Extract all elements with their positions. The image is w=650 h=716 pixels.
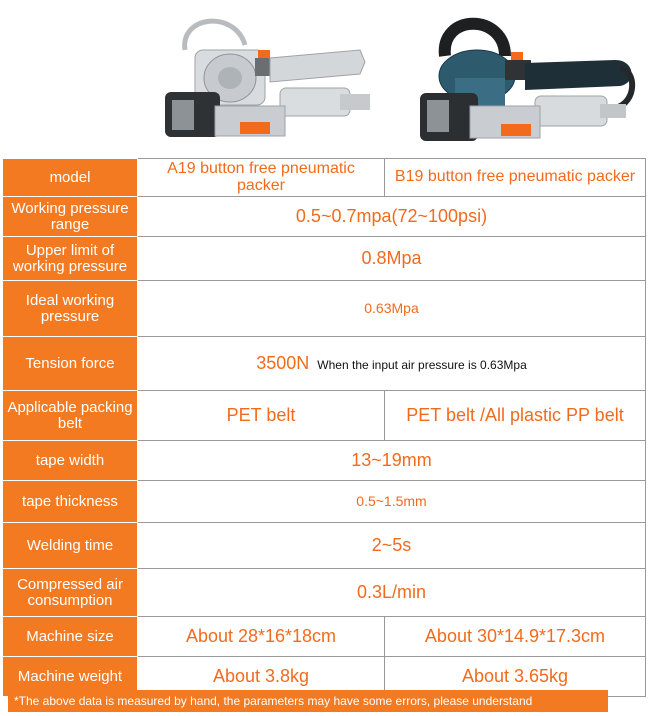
table-row: [3, 237, 646, 281]
row-label: Compressed air consumption: [3, 569, 138, 617]
row-label: Working pressure range: [3, 197, 138, 237]
table-row: [3, 441, 646, 481]
row-value-b: PET belt /All plastic PP belt: [385, 391, 646, 441]
tension-cell: [138, 337, 646, 391]
row-label: Upper limit of working pressure: [3, 237, 138, 281]
tension-note: When the input air pressure is 0.63Mpa: [317, 358, 527, 373]
table-row: [3, 197, 646, 237]
product-images: [0, 0, 650, 158]
row-value-a: About 28*16*18cm: [138, 617, 385, 657]
footnote: *The above data is measured by hand, the parameters may have some errors, please understand: [8, 690, 608, 712]
table-row: [3, 617, 646, 657]
row-value: 0.63Mpa: [138, 281, 646, 337]
model-a: A19 button free pneumatic packer: [138, 159, 385, 197]
row-label: tape width: [3, 441, 138, 481]
row-label: Tension force: [3, 337, 138, 391]
row-value: 0.3L/min: [138, 569, 646, 617]
row-label: Machine weight: [3, 657, 138, 697]
row-value: 0.5~1.5mm: [138, 481, 646, 523]
row-value: 0.5~0.7mpa(72~100psi): [138, 197, 646, 237]
table-row: [3, 159, 646, 197]
table-row: [3, 523, 646, 569]
row-label: tape thickness: [3, 481, 138, 523]
row-value-a: About 3.8kg: [138, 657, 385, 697]
a19-machine-illustration: [160, 10, 390, 150]
row-value-b: About 3.65kg: [385, 657, 646, 697]
row-label: Machine size: [3, 617, 138, 657]
table-row: [3, 481, 646, 523]
table-row: [3, 391, 646, 441]
row-value-a: PET belt: [138, 391, 385, 441]
row-label: Welding time: [3, 523, 138, 569]
table-row: [3, 281, 646, 337]
b19-machine-illustration: [415, 8, 640, 153]
row-label: model: [3, 159, 138, 197]
row-value: 3500N: [256, 353, 310, 374]
row-label: Ideal working pressure: [3, 281, 138, 337]
spec-table: [2, 158, 646, 697]
model-b: B19 button free pneumatic packer: [385, 159, 646, 197]
row-value: 0.8Mpa: [138, 237, 646, 281]
row-value: 2~5s: [138, 523, 646, 569]
row-value: 13~19mm: [138, 441, 646, 481]
row-label: Applicable packing belt: [3, 391, 138, 441]
table-row: [3, 337, 646, 391]
row-value-b: About 30*14.9*17.3cm: [385, 617, 646, 657]
table-row: [3, 569, 646, 617]
